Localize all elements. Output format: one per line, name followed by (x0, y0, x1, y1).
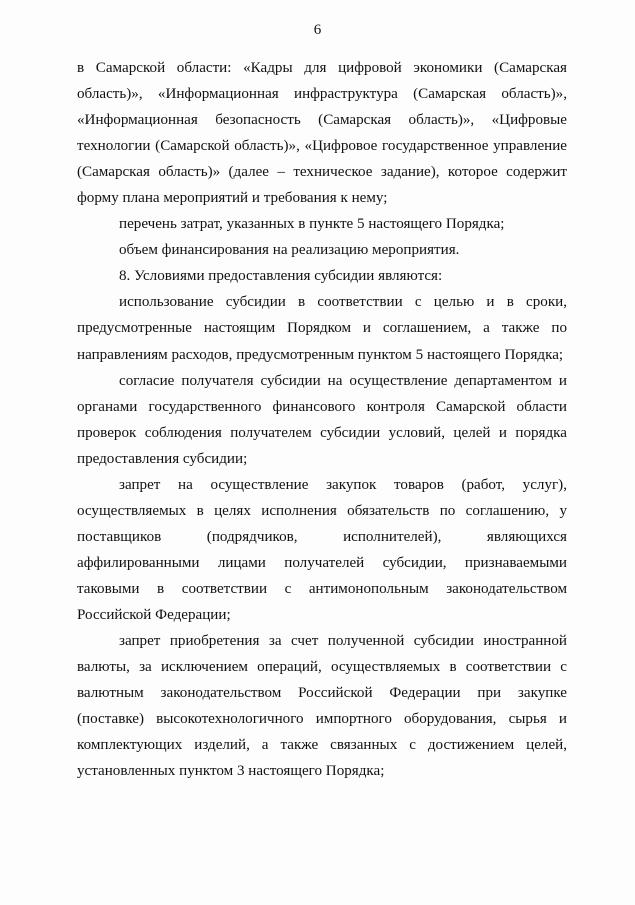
paragraph-continuation-technical-task: в Самарской области: «Кадры для цифровой экономики (Самарская область)», «Информационная инфраструктура (Самарская область)», «Информационная безопасность (Самарская область)», «Цифровые технологии (Самарской область)», «Цифровое государственное управление (Самарская область)» (далее – техническое задание), которое содержит форму плана мероприятий и требования к нему; (77, 60, 567, 207)
document-body (77, 55, 567, 784)
page-number: 6 (313, 22, 322, 38)
paragraph-procurement-ban: запрет на осуществление закупок товаров (работ, услуг), осуществляемых в целях исполнения обязательств по соглашению, у поставщиков (подрядчиков, исполнителей), являющихся аффилированными лицами получателей субсидии, признаваемыми таковыми в соответствии с антимонопольным законодательством Российской Федерации; (77, 476, 567, 623)
paragraph-subsidy-use: использование субсидии в соответствии с целью и в сроки, предусмотренные настоящим Порядком и соглашением, а также по направлениям расходов, предусмотренным пунктом 5 настоящего Порядка; (77, 294, 567, 363)
paragraph-financing-volume: объем финансирования на реализацию мероприятия. (119, 242, 460, 259)
paragraph-cost-list: перечень затрат, указанных в пункте 5 настоящего Порядка; (119, 216, 505, 233)
paragraph-currency-ban: запрет приобретения за счет полученной субсидии иностранной валюты, за исключением операций, осуществляемых в соответствии с валютным законодательством Российской Федерации при закупке (поставке) высокотехнологичного импортного оборудования, сырья и комплектующих изделий, а также связанных с достижением целей, установленных пунктом 3 настоящего Порядка; (77, 633, 567, 780)
paragraph-section-8-heading: 8. Условиями предоставления субсидии являются: (119, 268, 443, 285)
paragraph-audit-consent: согласие получателя субсидии на осуществление департаментом и органами государственного финансового контроля Самарской области проверок соблюдения получателем субсидии условий, целей и порядка предоставления субсидии; (77, 372, 567, 467)
